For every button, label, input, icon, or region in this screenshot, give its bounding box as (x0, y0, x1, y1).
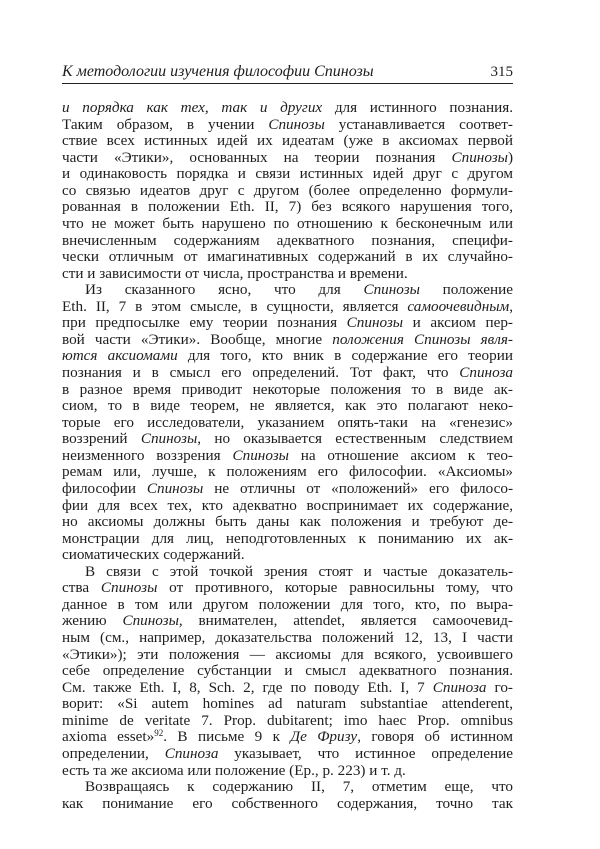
text: философии (62, 479, 147, 497)
text: Из сказанного ясно, что для (85, 281, 364, 299)
text: minime de veritate 7. Prop. dubitarent; imo haec Prop. omnibus (62, 711, 513, 729)
text: сти и зависимости от числа, пространства и времени. (62, 264, 408, 282)
italic-text: Спинозы (122, 612, 179, 630)
text: сиом, то в виде теорем, не является, как это полагают неко- (62, 397, 513, 415)
paragraph (62, 564, 513, 779)
text: при предпосылке ему теории познания (62, 314, 347, 332)
page-number: 315 (490, 64, 513, 80)
text-line (62, 564, 513, 581)
text: торые его исследователи, указанием опять-таки на «генезис» (62, 413, 513, 431)
italic-text: и порядка как тех, так и других (62, 99, 323, 116)
text: себе определение субстанции и смысл адекватного познания. (62, 662, 513, 680)
text: Таким образом, в учении (62, 115, 269, 133)
text: для того, кто вник в содержание его теории (177, 347, 513, 365)
text-line (62, 713, 513, 730)
text: . В письме 9 к (163, 728, 291, 746)
text: Eth. II, 7 в этом смысле, в сущности, является (62, 297, 408, 315)
text-line (62, 282, 513, 299)
italic-text: Спиноза (432, 678, 487, 696)
text: сиоматических содержаний. (62, 546, 245, 564)
text: как понимание его собственного содержания, точно так (62, 794, 513, 812)
paragraph (62, 282, 513, 564)
running-title: К методологии изучения философии Спинозы (62, 63, 374, 80)
text: , внимателен, attendet, является самоочевид- (178, 612, 513, 630)
text-line (62, 133, 513, 150)
text-line (62, 266, 513, 283)
text: определении, (62, 744, 165, 762)
footnote-ref: 92 (154, 728, 164, 739)
italic-text: Спинозы (363, 281, 420, 299)
text-line (62, 630, 513, 647)
text-line (62, 613, 513, 630)
text: части «Этики», основанных на теории познания (62, 148, 452, 166)
text-line (62, 746, 513, 763)
italic-text: Спинозы (268, 115, 325, 133)
text-line (62, 348, 513, 365)
text: для истинного познания. (322, 99, 513, 116)
text: ным (см., например, доказательства положений 12, 13, I части (62, 629, 513, 646)
text: , но оказывается естественным следствием (197, 430, 513, 448)
text-line (62, 580, 513, 597)
text-line (62, 647, 513, 664)
text-line (62, 398, 513, 415)
text: чески отличным от имагинативных содержаний в их случайно- (62, 248, 513, 266)
italic-text: Спиноза (459, 364, 513, 381)
text-line (62, 382, 513, 399)
text: есть та же аксиома или положение (Ep., p. 223) и т. д. (62, 761, 406, 779)
text: внечисленным содержаниям адекватного познания, специфи- (62, 231, 513, 249)
text-line (62, 531, 513, 548)
italic-text: Спинозы (100, 579, 158, 597)
italic-text: Спинозы (451, 148, 508, 166)
paragraph (62, 100, 513, 282)
text: монстрации для лиц, неподготовленных к пониманию их ак- (62, 529, 513, 547)
text: от противного, которые равносильны тому, что (157, 579, 513, 597)
text: и аксиом пер- (403, 314, 513, 332)
text: данное в том или другом положении для того, кто, по выра- (62, 595, 513, 613)
italic-text: Спинозы (346, 314, 404, 332)
text: неизменного воззрения (62, 446, 233, 464)
text: воззрений (62, 430, 141, 448)
text: «Этики»); эти положения — аксиомы для всякого, усвоившего (62, 645, 513, 663)
text-line (62, 216, 513, 233)
text-line (62, 365, 513, 382)
text-line (62, 100, 513, 117)
text: ) (507, 148, 513, 166)
text: В связи с этой точкой зрения стоят и частые доказатель- (85, 562, 513, 580)
italic-text: Спинозы (146, 479, 204, 497)
text-line (62, 233, 513, 250)
text-line (62, 315, 513, 332)
italic-text: самоочевидным (407, 297, 510, 315)
text: жению (62, 612, 123, 630)
text: рованная в положении Eth. II, 7) без всякого нарушения того, (62, 198, 513, 216)
text-line (62, 729, 513, 746)
text: См. также Eth. I, 8, Sch. 2, где по поводу Eth. I, 7 (62, 678, 433, 696)
italic-text: Спиноза (164, 744, 219, 762)
text: что не может быть нарушено по отношению к бесконечным или (62, 214, 513, 232)
text-line (62, 199, 513, 216)
text: в разное время приводит некоторые положения то в виде ак- (62, 380, 513, 398)
text-line (62, 547, 513, 564)
italic-text: Спинозы (140, 430, 198, 448)
text: положение (419, 281, 513, 299)
text-line (62, 183, 513, 200)
text-line (62, 498, 513, 515)
text-line (62, 779, 513, 796)
text: указывает, что истинное определение (218, 744, 514, 762)
text: познания и в смысл его определений. Тот факт, что (62, 364, 460, 381)
text: ворит: «Si autem homines ad naturam substantiae attenderent, (62, 695, 513, 713)
text: axioma esset» (62, 728, 155, 746)
text: устанавливается соответ- (324, 115, 513, 133)
italic-text: Спинозы (232, 446, 289, 464)
text-line (62, 332, 513, 349)
text-line (62, 150, 513, 167)
text: , говоря об истинном (357, 728, 513, 746)
text: со связью идеатов друг с другом (более определенно формули- (62, 181, 513, 199)
text: Возвращаясь к содержанию II, 7, отметим еще, что (85, 778, 513, 796)
italic-text: Де Фризу (290, 728, 358, 746)
text: фии для всех тех, кто адекватно воспринимает их содержание, (62, 496, 513, 514)
text-line (62, 514, 513, 531)
text: и одинаковость порядка и связи истинных идей друг с другом (62, 165, 513, 183)
text: но аксиомы должны быть даны как положения и требуют де- (62, 513, 513, 531)
text: го- (486, 678, 513, 696)
text-line (62, 448, 513, 465)
text-line (62, 464, 513, 481)
text: ства (62, 579, 101, 597)
text-line (62, 597, 513, 614)
text-line (62, 249, 513, 266)
italic-text: положения Спинозы явля- (332, 330, 513, 348)
running-header (62, 63, 513, 84)
text-line (62, 117, 513, 134)
text: на отношение аксиом к тео- (288, 446, 513, 464)
text-line (62, 763, 513, 780)
text: ствие всех истинных идей их идеатам (уже в аксиомах первой (62, 132, 513, 150)
text-line (62, 680, 513, 697)
text-line (62, 696, 513, 713)
text-line (62, 481, 513, 498)
text-line (62, 415, 513, 432)
paragraph (62, 779, 513, 812)
text-line (62, 431, 513, 448)
text: вой части «Этики». Вообще, многие (62, 330, 333, 348)
text-line (62, 663, 513, 680)
text: ремам или, лучше, к положениям его философии. «Аксиомы» (62, 463, 513, 481)
text-line (62, 166, 513, 183)
body-text (62, 100, 513, 812)
italic-text: ются аксиомами (62, 347, 178, 365)
text-line (62, 299, 513, 316)
text-line (62, 796, 513, 813)
text: , (509, 297, 513, 315)
text: не отличны от «положений» его филосо- (203, 479, 513, 497)
